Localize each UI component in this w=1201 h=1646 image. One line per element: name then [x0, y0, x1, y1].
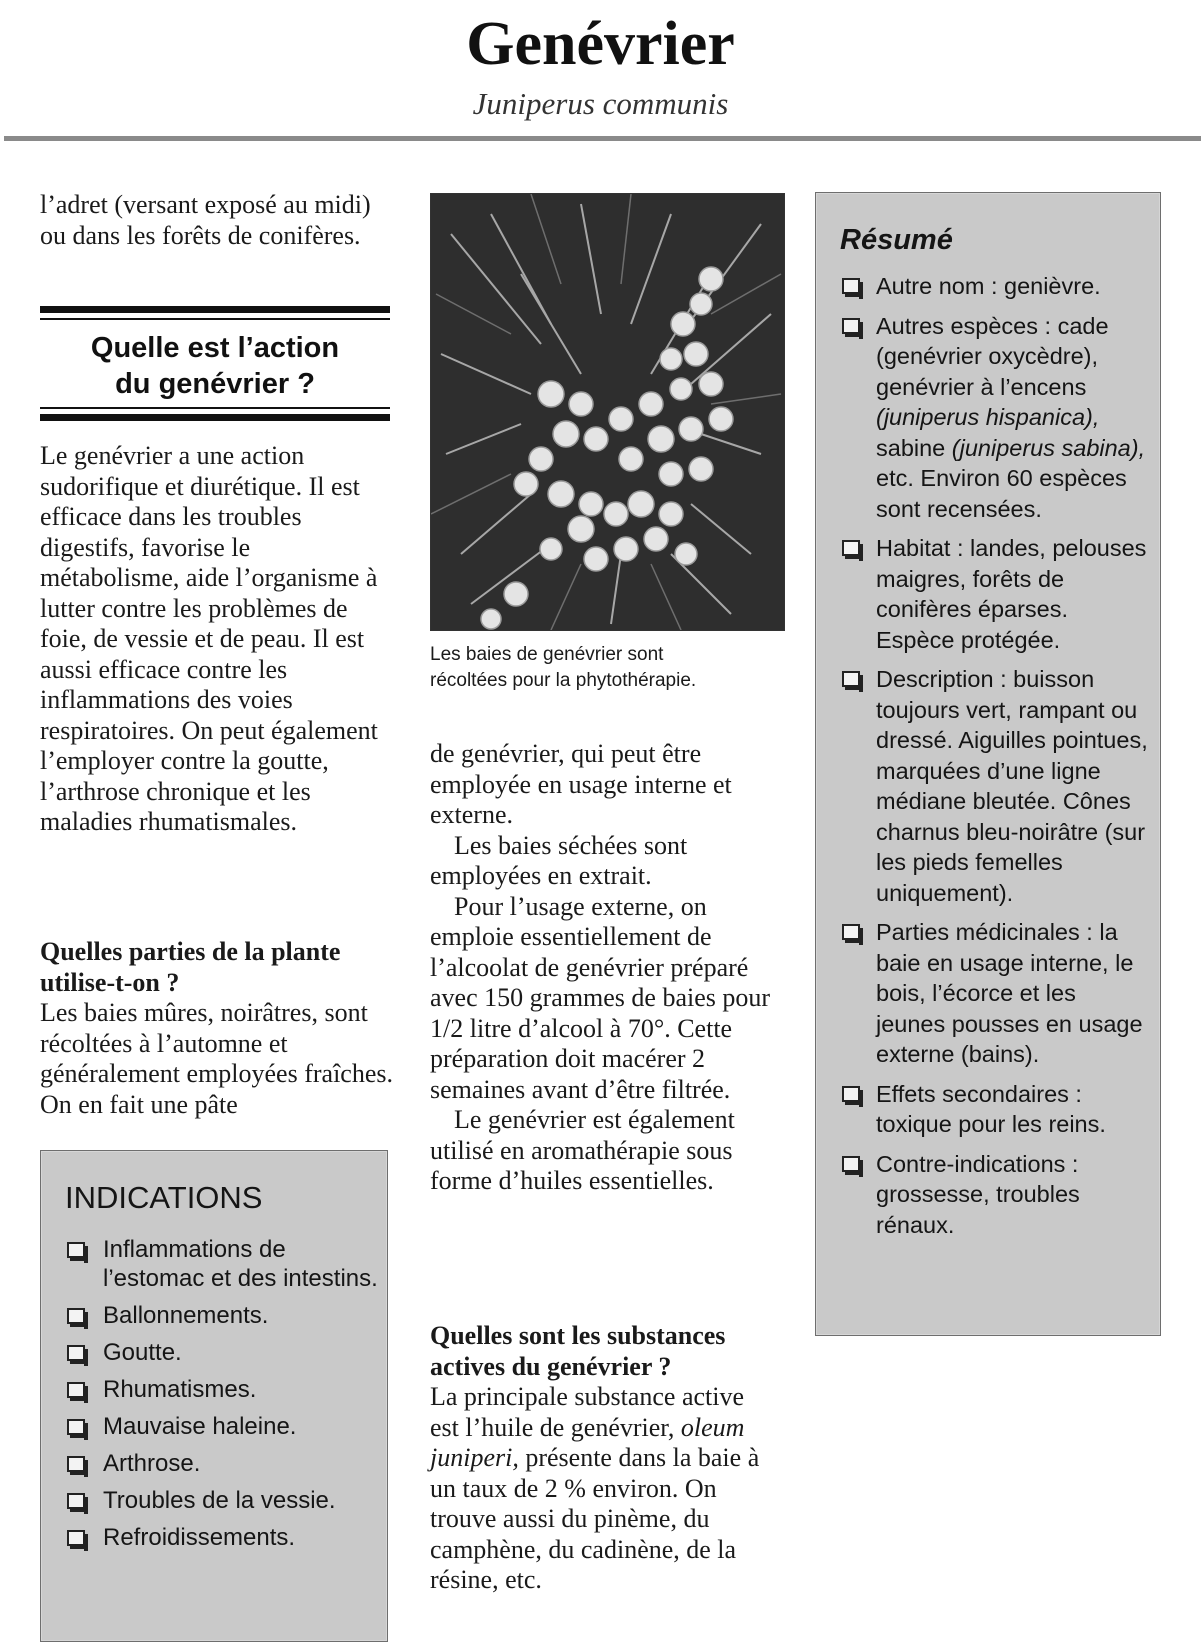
checkbox-icon [842, 671, 860, 687]
paragraph: Le genévrier est également utilisé en aromathérapie sous forme d’huiles essentielles. [430, 1105, 735, 1195]
resume-box [815, 192, 1161, 1336]
paragraph: Pour l’usage externe, on emploie essentiellement de l’alcoolat de genévrier préparé avec 150 grammes de baies pour 1/2 litre d’alcool à 70°. Cette préparation doit macérer 2 semaines avant d’être filtrée. [430, 891, 771, 1104]
paragraph: Les baies séchées sont employées en extrait. [430, 830, 688, 890]
list-item: Description : buisson toujours vert, rampant ou dressé. Aiguilles pointues, marquées d’une ligne médiane bleutée. Cônes charnus bleu-noirâtre (sur les pieds femelles uniquement). [816, 664, 1156, 908]
divider [40, 407, 390, 409]
resume-title: Résumé [840, 224, 953, 256]
checkbox-icon [67, 1456, 85, 1472]
parts-heading: Quelles parties de la plante utilise-t-on ? [40, 937, 341, 997]
checkbox-icon [842, 1156, 860, 1172]
checkbox-icon [67, 1308, 85, 1324]
juniper-berries-photo [430, 193, 785, 631]
list-item: Troubles de la vessie. [41, 1486, 387, 1515]
checkbox-icon [842, 924, 860, 940]
header-divider [4, 136, 1201, 141]
action-paragraph: Le genévrier a une action sudorifique et diurétique. Il est efficace dans les troubles digestifs, favorise le métabolisme, aide l’organisme à lutter contre les problèmes de foie, de vessie et de peau. Il est aussi efficace contre les inflammations des voies respiratoires. On peut également l’employer contre la goutte, l’arthrose chronique et les maladies rhumatismales. [40, 441, 378, 836]
checkbox-icon [67, 1382, 85, 1398]
substances-paragraph: La principale substance active est l’huile de genévrier, oleum juniperi, présente dans la baie à un taux de 2 % environ. On trouve aussi du pinème, du camphène, du cadinène, de la résine, etc. [430, 1382, 760, 1594]
checkbox-icon [842, 278, 860, 294]
list-item: Goutte. [41, 1338, 387, 1367]
list-item: Inflammations de l’estomac et des intestins. [41, 1235, 387, 1293]
substances-section [430, 1321, 775, 1596]
column-2-text [430, 739, 775, 1197]
checkbox-icon [67, 1242, 85, 1258]
list-item: Refroidissements. [41, 1523, 387, 1552]
indications-list [41, 1235, 387, 1560]
list-item: Parties médicinales : la baie en usage interne, le bois, l’écorce et les jeunes pousses en usage externe (bains). [816, 917, 1156, 1070]
checkbox-icon [67, 1530, 85, 1546]
checkbox-icon [842, 318, 860, 334]
resume-list [816, 271, 1156, 1249]
indications-box [40, 1150, 388, 1642]
list-item: Ballonnements. [41, 1301, 387, 1330]
checkbox-icon [842, 540, 860, 556]
parts-paragraph: Les baies mûres, noirâtres, sont récoltées à l’automne et généralement employées fraîches. On en fait une pâte [40, 998, 393, 1119]
list-item: Mauvaise haleine. [41, 1412, 387, 1441]
indications-title: INDICATIONS [65, 1180, 263, 1215]
list-item: Arthrose. [41, 1449, 387, 1478]
divider [40, 414, 390, 421]
list-item: Habitat : landes, pelouses maigres, forêts de conifères éparses. Espèce protégée. [816, 533, 1156, 655]
page-subtitle: Juniperus communis [472, 86, 729, 121]
page-header [0, 0, 1201, 138]
list-item: Contre-indications : grossesse, troubles rénaux. [816, 1149, 1156, 1241]
photo-caption: Les baies de genévrier sont récoltées pour la phytothérapie. [430, 644, 697, 691]
list-item: Autre nom : genièvre. [816, 271, 1156, 302]
checkbox-icon [67, 1493, 85, 1509]
checkbox-icon [67, 1345, 85, 1361]
list-item: Rhumatismes. [41, 1375, 387, 1404]
parts-section [40, 937, 395, 1120]
action-heading: Quelle est l’action du genévrier ? [90, 332, 340, 400]
intro-text [40, 190, 385, 251]
substances-heading: Quelles sont les substances actives du genévrier ? [430, 1321, 726, 1381]
page-title: Genévrier [466, 10, 735, 78]
intro-paragraph: l’adret (versant exposé au midi) ou dans les forêts de conifères. [40, 190, 371, 250]
list-item: Effets secondaires : toxique pour les reins. [816, 1079, 1156, 1140]
action-heading-box [40, 306, 390, 422]
juniper-illustration [431, 194, 784, 630]
list-item: Autres espèces : cade (genévrier oxycèdre), genévrier à l’encens (juniperus hispanica), sabine (juniperus sabina), etc. Environ 60 espèces sont recensées. [816, 311, 1156, 525]
paragraph: de genévrier, qui peut être employée en usage interne et externe. [430, 739, 732, 829]
checkbox-icon [67, 1419, 85, 1435]
divider [40, 318, 390, 320]
checkbox-icon [842, 1086, 860, 1102]
action-text [40, 441, 385, 838]
divider [40, 306, 390, 313]
